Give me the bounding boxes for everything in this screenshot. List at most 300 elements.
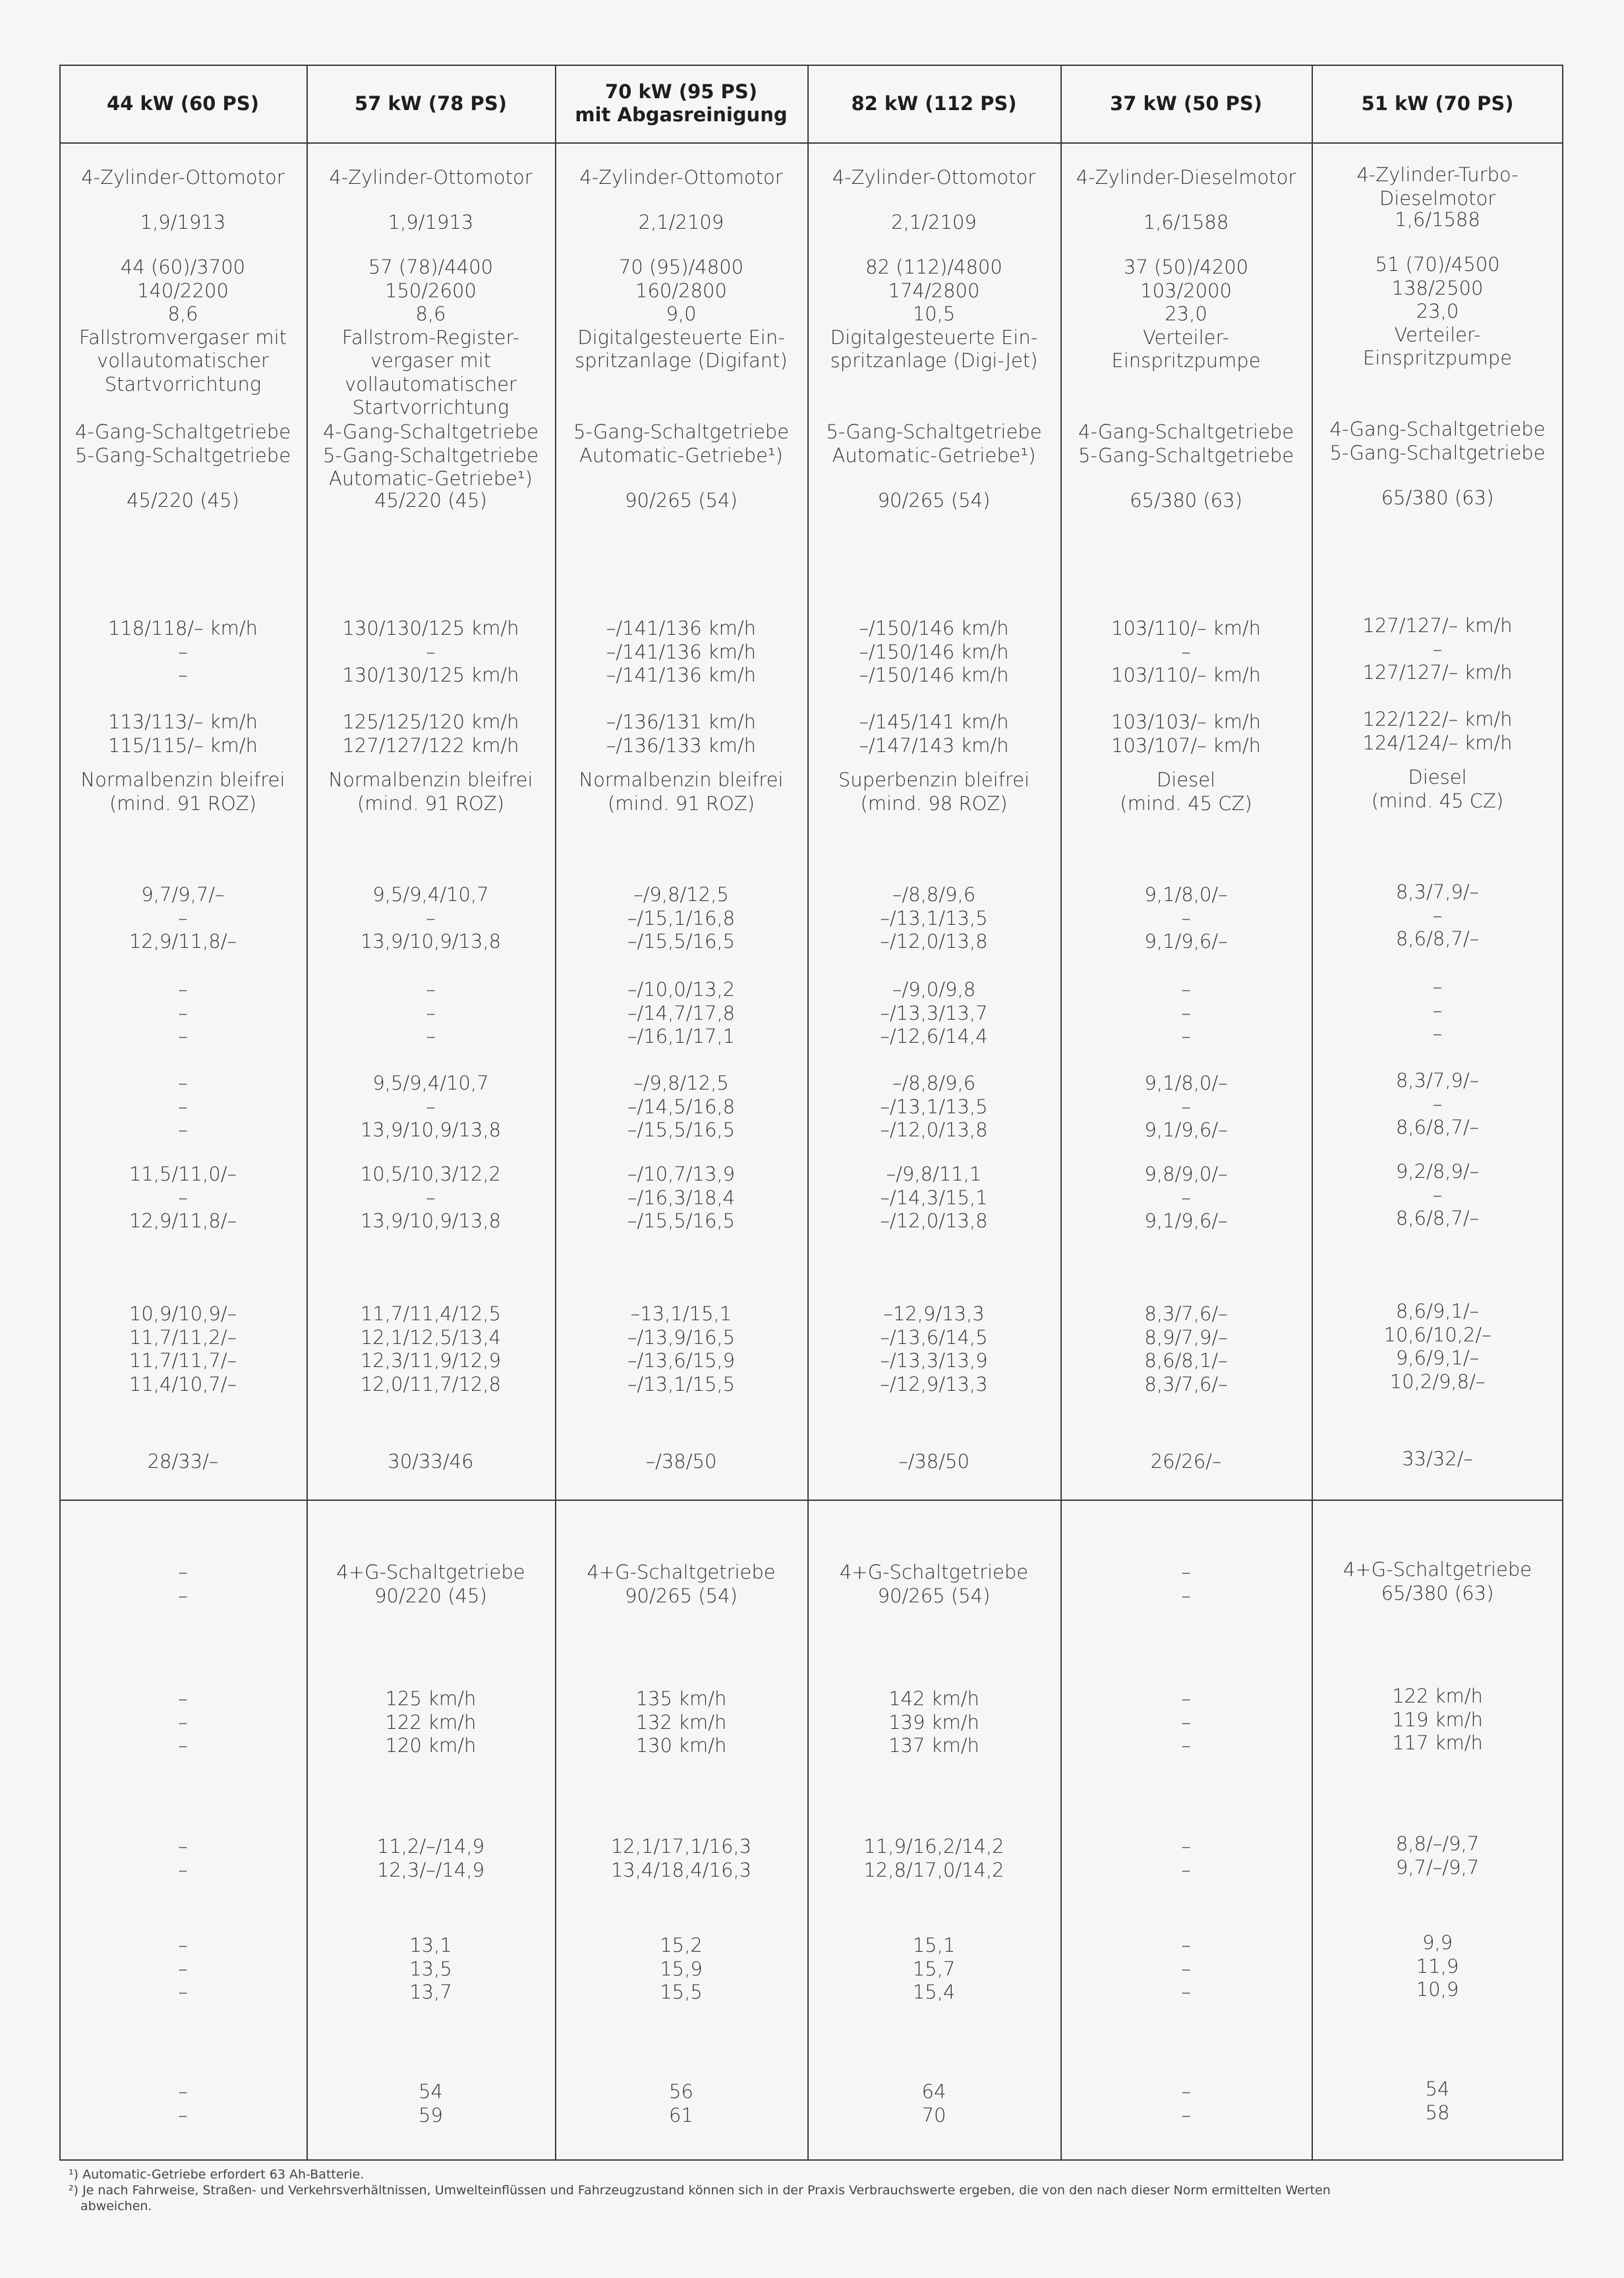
spec-value: 122 km/h xyxy=(385,1710,477,1734)
spec-cell xyxy=(555,2080,807,2127)
spec-value: 15,5 xyxy=(660,1981,703,2003)
spec-value: 4-Gang-Schaltgetriebe xyxy=(1329,418,1546,440)
spec-cell xyxy=(807,883,1060,954)
spec-value: vergaser mit xyxy=(370,349,492,372)
spec-value: 9,1/9,6/– xyxy=(1144,1210,1228,1232)
spec-cell xyxy=(807,1835,1060,1882)
spec-cell xyxy=(807,617,1060,687)
spec-value: Verteiler- xyxy=(1142,326,1230,349)
spec-value: vollautomatischer xyxy=(345,372,517,395)
spec-value: 12,0/11,7/12,8 xyxy=(360,1372,502,1395)
spec-value: 58 xyxy=(1425,2101,1450,2124)
spec-value: (mind. 91 ROZ) xyxy=(357,792,505,815)
data-column xyxy=(306,0,555,2175)
spec-value: – xyxy=(1432,1183,1443,1206)
spec-value: 138/2500 xyxy=(1391,276,1484,299)
spec-value: 11,4/10,7/– xyxy=(129,1372,237,1395)
spec-cell xyxy=(1060,1561,1312,1608)
spec-value: Startvorrichtung xyxy=(352,396,509,419)
spec-cell xyxy=(306,1835,555,1882)
spec-value: 130/130/125 km/h xyxy=(342,664,519,686)
spec-value: 9,8/9,0/– xyxy=(1144,1163,1228,1185)
spec-cell xyxy=(1060,2080,1312,2127)
spec-cell xyxy=(555,769,807,815)
spec-value: – xyxy=(426,1001,436,1024)
spec-cell xyxy=(1312,766,1563,813)
spec-cell xyxy=(1060,489,1312,513)
spec-value: 82 (112)/4800 xyxy=(865,256,1002,278)
footnote: ²) Je nach Fahrweise, Straßen- und Verkehrsverhältnissen, Umwelteinflüssen und Fahrzeugzustand können sich in der Praxis Verbrauchswerte ergeben, die von den nach dieser Norm ermittelten Werten xyxy=(69,2183,1331,2198)
spec-cell xyxy=(59,211,306,235)
spec-cell xyxy=(59,1835,306,1882)
spec-cell xyxy=(59,1561,306,1608)
spec-value: – xyxy=(178,2080,188,2103)
spec-value: 90/265 (54) xyxy=(877,1584,991,1607)
spec-value: –/9,8/12,5 xyxy=(633,883,729,906)
spec-cell xyxy=(1060,617,1312,687)
spec-value: – xyxy=(178,906,188,929)
spec-cell xyxy=(807,1561,1060,1608)
spec-value: Startvorrichtung xyxy=(104,372,262,395)
spec-cell xyxy=(306,978,555,1049)
spec-value: 10,9 xyxy=(1416,1978,1459,2001)
spec-value: –/15,5/16,5 xyxy=(627,1119,736,1141)
spec-cell xyxy=(807,166,1060,190)
spec-value: – xyxy=(178,1095,188,1118)
spec-value: 13,5 xyxy=(409,1957,452,1980)
spec-cell xyxy=(807,1687,1060,1758)
spec-cell xyxy=(807,769,1060,815)
spec-value: 10,9/10,9/– xyxy=(129,1302,237,1325)
spec-value: 11,5/11,0/– xyxy=(129,1163,237,1185)
spec-cell xyxy=(59,1072,306,1142)
spec-value: – xyxy=(1432,1022,1443,1045)
spec-value: (mind. 91 ROZ) xyxy=(109,792,257,815)
spec-value: 4-Gang-Schaltgetriebe xyxy=(1078,421,1294,443)
spec-value: –/147/143 km/h xyxy=(859,734,1009,757)
spec-cell xyxy=(807,711,1060,757)
spec-value: 12,8/17,0/14,2 xyxy=(863,1858,1004,1881)
spec-value: 122 km/h xyxy=(1392,1685,1483,1707)
spec-value: 132 km/h xyxy=(635,1710,727,1734)
spec-value: (mind. 45 CZ) xyxy=(1120,792,1252,815)
spec-value: – xyxy=(426,978,436,1001)
data-column xyxy=(1312,0,1563,2175)
spec-value: 4-Gang-Schaltgetriebe xyxy=(74,421,291,443)
spec-value: 65/380 (63) xyxy=(1130,489,1242,511)
spec-cell xyxy=(1312,881,1563,951)
spec-value: 15,2 xyxy=(660,1934,703,1956)
spec-cell xyxy=(807,1450,1060,1474)
spec-cell xyxy=(306,421,555,491)
spec-cell xyxy=(807,256,1060,373)
spec-value: – xyxy=(178,1025,188,1047)
spec-value: 11,9 xyxy=(1416,1954,1459,1977)
spec-cell xyxy=(555,166,807,190)
spec-cell xyxy=(555,1835,807,1882)
spec-value: – xyxy=(1181,1858,1191,1881)
spec-value: –/8,8/9,6 xyxy=(892,1072,976,1094)
spec-value: 127/127/122 km/h xyxy=(342,734,519,757)
spec-cell xyxy=(1312,253,1563,370)
spec-value: –/12,0/13,8 xyxy=(880,1119,988,1141)
spec-cell xyxy=(59,489,306,513)
spec-cell xyxy=(59,883,306,954)
spec-cell xyxy=(1060,1302,1312,1396)
spec-cell xyxy=(555,1163,807,1233)
spec-cell xyxy=(306,1561,555,1608)
spec-cell xyxy=(1060,1934,1312,2004)
spec-cell xyxy=(1060,421,1312,467)
spec-value: 8,9/7,9/– xyxy=(1144,1326,1228,1349)
spec-cell xyxy=(1312,1300,1563,1393)
spec-value: 9,1/9,6/– xyxy=(1144,1119,1228,1141)
spec-value: 8,3/7,6/– xyxy=(1144,1302,1228,1325)
spec-value: 54 xyxy=(419,2080,443,2103)
spec-value: – xyxy=(1432,999,1443,1022)
spec-value: – xyxy=(178,1561,188,1583)
spec-cell xyxy=(306,166,555,190)
spec-value: 5-Gang-Schaltgetriebe xyxy=(1329,441,1546,464)
spec-value: 11,7/11,2/– xyxy=(129,1326,237,1349)
spec-value: –/9,8/12,5 xyxy=(633,1072,729,1094)
spec-value: 8,3/7,6/– xyxy=(1144,1372,1228,1395)
spec-value: (mind. 98 ROZ) xyxy=(860,792,1008,815)
spec-value: – xyxy=(178,1186,188,1209)
spec-value: Normalbenzin bleifrei xyxy=(80,769,285,791)
spec-value: 11,9/16,2/14,2 xyxy=(863,1835,1004,1857)
spec-cell xyxy=(1060,1163,1312,1233)
spec-value: 103/110/– km/h xyxy=(1111,664,1262,686)
header-line: 57 kW (78 PS) xyxy=(355,92,507,115)
spec-value: Normalbenzin bleifrei xyxy=(579,769,784,791)
spec-value: 4+G-Schaltgetriebe xyxy=(1343,1558,1532,1581)
spec-value: – xyxy=(1181,2080,1191,2103)
spec-value: – xyxy=(426,1025,436,1047)
spec-value: 5-Gang-Schaltgetriebe xyxy=(573,421,790,443)
spec-value: 8,6 xyxy=(167,303,198,325)
spec-cell xyxy=(306,711,555,757)
spec-value: 9,9 xyxy=(1422,1931,1453,1954)
spec-value: 140/2200 xyxy=(137,279,229,302)
spec-cell xyxy=(807,1934,1060,2004)
spec-value: 125 km/h xyxy=(385,1687,477,1710)
header-subline: mit Abgasreinigung xyxy=(575,103,788,126)
spec-value: 70 (95)/4800 xyxy=(618,256,744,278)
spec-value: 13,1 xyxy=(409,1934,452,1956)
spec-value: 9,2/8,9/– xyxy=(1395,1160,1480,1183)
spec-cell xyxy=(555,1561,807,1608)
footnote: ¹) Automatic-Getriebe erfordert 63 Ah-Batterie. xyxy=(69,2167,364,2182)
header-line: 44 kW (60 PS) xyxy=(107,92,259,115)
header-line: 37 kW (50 PS) xyxy=(1110,92,1262,115)
spec-cell xyxy=(1060,211,1312,235)
spec-value: – xyxy=(178,1001,188,1024)
spec-value: 103/110/– km/h xyxy=(1111,617,1262,639)
spec-value: –/13,3/13,9 xyxy=(880,1349,988,1372)
spec-value: – xyxy=(1181,1981,1191,2003)
spec-cell xyxy=(59,1163,306,1233)
spec-value: Automatic-Getriebe¹) xyxy=(832,444,1036,467)
spec-cell xyxy=(306,2080,555,2127)
spec-value: –/150/146 km/h xyxy=(859,640,1009,663)
spec-cell xyxy=(1060,1072,1312,1142)
spec-cell xyxy=(306,1302,555,1396)
spec-value: 137 km/h xyxy=(888,1734,979,1757)
spec-value: 4-Zylinder-Ottomotor xyxy=(329,166,533,189)
spec-value: 124/124/– km/h xyxy=(1362,731,1513,754)
spec-value: 10,5 xyxy=(912,303,956,325)
spec-value: – xyxy=(178,1858,188,1881)
header-line: 70 kW (95 PS) xyxy=(605,80,757,103)
spec-cell xyxy=(1312,418,1563,465)
spec-value: – xyxy=(1181,1186,1191,1209)
spec-value: – xyxy=(1181,1934,1191,1956)
spec-value: –/14,3/15,1 xyxy=(880,1186,988,1209)
spec-cell xyxy=(1060,711,1312,757)
spec-value: 4+G-Schaltgetriebe xyxy=(336,1561,525,1583)
spec-value: 65/380 (63) xyxy=(1381,486,1494,509)
spec-value: Einspritzpumpe xyxy=(1362,347,1513,369)
spec-cell xyxy=(555,978,807,1049)
spec-value: – xyxy=(178,1934,188,1956)
spec-value: 103/103/– km/h xyxy=(1111,711,1262,733)
spec-cell xyxy=(306,1163,555,1233)
spec-cell xyxy=(59,711,306,757)
spec-value: –/14,7/17,8 xyxy=(627,1001,736,1024)
spec-value: Automatic-Getriebe¹) xyxy=(579,444,783,467)
spec-value: 125/125/120 km/h xyxy=(342,711,519,733)
spec-cell xyxy=(807,1302,1060,1396)
spec-value: 30/33/46 xyxy=(388,1450,474,1473)
spec-value: 4-Zylinder-Dieselmotor xyxy=(1076,166,1296,189)
spec-value: 26/26/– xyxy=(1150,1450,1222,1473)
spec-value: –/15,5/16,5 xyxy=(627,930,736,952)
spec-value: Superbenzin bleifrei xyxy=(838,769,1030,791)
spec-value: 118/118/– km/h xyxy=(107,617,258,639)
spec-value: 10,5/10,3/12,2 xyxy=(360,1163,502,1185)
spec-value: 8,6/8,7/– xyxy=(1395,1207,1480,1229)
spec-value: 54 xyxy=(1425,2078,1450,2100)
spec-value: 4-Zylinder-Ottomotor xyxy=(81,166,285,189)
spec-cell xyxy=(59,1302,306,1396)
spec-cell xyxy=(807,211,1060,235)
spec-value: Diesel xyxy=(1156,769,1216,791)
spec-value: – xyxy=(1432,637,1443,660)
spec-value: Verteiler- xyxy=(1394,323,1481,346)
spec-cell xyxy=(1312,708,1563,755)
spec-value: – xyxy=(426,640,436,663)
spec-value: 10,2/9,8/– xyxy=(1389,1370,1486,1393)
spec-cell xyxy=(1312,486,1563,510)
spec-value: 15,9 xyxy=(660,1957,703,1980)
spec-value: 9,5/9,4/10,7 xyxy=(372,883,489,906)
spec-cell xyxy=(1060,883,1312,954)
spec-value: – xyxy=(1181,1025,1191,1047)
spec-value: 103/107/– km/h xyxy=(1111,734,1262,757)
spec-value: 9,7/–/9,7 xyxy=(1395,1855,1480,1879)
spec-value: – xyxy=(178,978,188,1001)
spec-value: 8,6/9,1/– xyxy=(1395,1300,1480,1322)
spec-cell xyxy=(1060,1835,1312,1882)
spec-value: 64 xyxy=(921,2080,946,2103)
spec-value: 142 km/h xyxy=(888,1687,979,1710)
spec-value: 51 (70)/4500 xyxy=(1375,253,1500,276)
spec-value: 90/220 (45) xyxy=(374,1584,487,1607)
spec-value: 8,6/8,7/– xyxy=(1395,927,1480,950)
spec-value: 120 km/h xyxy=(385,1734,477,1757)
spec-value: –/13,9/16,5 xyxy=(627,1326,736,1349)
spec-value: 130 km/h xyxy=(635,1734,727,1757)
spec-value: – xyxy=(1181,906,1191,929)
spec-value: 4+G-Schaltgetriebe xyxy=(839,1561,1029,1583)
spec-value: 12,9/11,8/– xyxy=(129,930,237,952)
spec-value: 4-Zylinder-Turbo- xyxy=(1356,163,1519,186)
spec-cell xyxy=(59,978,306,1049)
spec-value: – xyxy=(1181,640,1191,663)
spec-value: 113/113/– km/h xyxy=(107,711,258,733)
spec-cell xyxy=(1060,256,1312,373)
spec-value: – xyxy=(1181,1835,1191,1857)
spec-value: –/38/50 xyxy=(898,1450,970,1473)
spec-cell xyxy=(59,1450,306,1474)
spec-cell xyxy=(555,1687,807,1758)
spec-value: 150/2600 xyxy=(385,279,477,302)
spec-value: 65/380 (63) xyxy=(1381,1581,1494,1604)
spec-value: 44 (60)/3700 xyxy=(120,256,246,278)
spec-value: 5-Gang-Schaltgetriebe xyxy=(826,421,1042,443)
spec-cell xyxy=(59,1934,306,2004)
spec-cell xyxy=(1312,1069,1563,1140)
spec-value: –/13,1/15,5 xyxy=(627,1372,736,1395)
spec-value: –/150/146 km/h xyxy=(859,617,1009,639)
spec-value: Digitalgesteuerte Ein- xyxy=(577,326,785,349)
spec-value: –/10,7/13,9 xyxy=(627,1163,736,1185)
spec-value: –/141/136 km/h xyxy=(606,640,757,663)
spec-cell xyxy=(306,1687,555,1758)
spec-value: 13,9/10,9/13,8 xyxy=(360,930,502,952)
spec-cell xyxy=(306,1934,555,2004)
spec-cell xyxy=(807,489,1060,513)
spec-value: 9,1/9,6/– xyxy=(1144,930,1228,952)
spec-value: 15,7 xyxy=(912,1957,956,1980)
spec-value: 5-Gang-Schaltgetriebe xyxy=(1078,444,1294,467)
spec-value: 174/2800 xyxy=(888,279,980,302)
spec-cell xyxy=(1312,614,1563,685)
spec-value: 15,1 xyxy=(912,1934,956,1956)
spec-cell xyxy=(1312,1447,1563,1471)
spec-cell xyxy=(1060,1450,1312,1474)
spec-value: – xyxy=(178,1734,188,1757)
spec-cell xyxy=(59,1687,306,1758)
spec-value: – xyxy=(178,640,188,663)
spec-value: 8,6/8,1/– xyxy=(1144,1349,1228,1372)
spec-value: 45/220 (45) xyxy=(374,489,487,511)
spec-value: 2,1/2109 xyxy=(891,211,977,233)
spec-value: –/136/133 km/h xyxy=(606,734,757,757)
spec-value: 4-Gang-Schaltgetriebe xyxy=(322,421,539,443)
spec-cell xyxy=(555,617,807,687)
spec-value: –/14,5/16,8 xyxy=(627,1095,736,1118)
spec-value: 127/127/– km/h xyxy=(1362,661,1513,684)
footnote: abweichen. xyxy=(80,2199,152,2213)
spec-value: 10,6/10,2/– xyxy=(1383,1323,1492,1346)
spec-value: 11,7/11,7/– xyxy=(129,1349,237,1372)
spec-value: –/136/131 km/h xyxy=(606,711,757,733)
spec-cell xyxy=(306,489,555,513)
spec-cell xyxy=(555,211,807,235)
spec-value: 8,8/–/9,7 xyxy=(1395,1832,1480,1855)
spec-cell xyxy=(555,489,807,513)
spec-value: 13,9/10,9/13,8 xyxy=(360,1119,502,1141)
spec-value: 4-Zylinder-Ottomotor xyxy=(832,166,1036,189)
spec-value: 119 km/h xyxy=(1392,1708,1483,1731)
spec-value: –/13,3/13,7 xyxy=(880,1001,988,1024)
spec-cell xyxy=(555,1934,807,2004)
spec-cell xyxy=(555,1450,807,1474)
spec-value: –/9,8/11,1 xyxy=(886,1163,982,1185)
spec-value: 127/127/– km/h xyxy=(1362,614,1513,637)
spec-value: – xyxy=(1181,2103,1191,2126)
spec-value: –/16,3/18,4 xyxy=(627,1186,736,1209)
spec-value: – xyxy=(426,1095,436,1118)
header-line: 82 kW (112 PS) xyxy=(851,92,1017,115)
spec-value: – xyxy=(1181,1095,1191,1118)
spec-value: Normalbenzin bleifrei xyxy=(328,769,533,791)
spec-cell xyxy=(306,1072,555,1142)
spec-cell xyxy=(1060,166,1312,190)
spec-cell xyxy=(1312,163,1563,210)
spec-value: –/10,0/13,2 xyxy=(627,978,736,1001)
spec-value: 57 (78)/4400 xyxy=(368,256,494,278)
spec-value: –/12,6/14,4 xyxy=(880,1025,988,1047)
spec-cell xyxy=(306,211,555,235)
spec-cell xyxy=(1312,1685,1563,1755)
spec-value: 4+G-Schaltgetriebe xyxy=(587,1561,776,1583)
spec-cell xyxy=(555,421,807,467)
spec-value: –13,1/15,1 xyxy=(630,1302,732,1325)
spec-value: (mind. 91 ROZ) xyxy=(607,792,755,815)
spec-value: – xyxy=(1181,1957,1191,1980)
spec-value: 117 km/h xyxy=(1392,1732,1483,1754)
spec-value: 90/265 (54) xyxy=(625,1584,738,1607)
spec-value: 13,7 xyxy=(409,1981,452,2003)
spec-value: 130/130/125 km/h xyxy=(342,617,519,639)
data-column xyxy=(555,0,807,2175)
spec-value: 9,1/8,0/– xyxy=(1144,1072,1228,1094)
spec-value: –/12,0/13,8 xyxy=(880,930,988,952)
spec-value: –/13,1/13,5 xyxy=(880,906,988,929)
spec-value: 12,1/12,5/13,4 xyxy=(360,1326,502,1349)
spec-cell xyxy=(1312,1558,1563,1605)
spec-value: 15,4 xyxy=(912,1981,956,2003)
spec-cell xyxy=(1060,1687,1312,1758)
spec-value: –/9,0/9,8 xyxy=(892,978,976,1001)
spec-value: 139 km/h xyxy=(888,1710,979,1734)
spec-cell xyxy=(555,711,807,757)
spec-value: 56 xyxy=(669,2080,693,2103)
spec-value: –12,9/13,3 xyxy=(883,1302,985,1325)
spec-cell xyxy=(807,421,1060,467)
spec-value: 59 xyxy=(419,2103,443,2126)
spec-cell xyxy=(807,1072,1060,1142)
spec-value: 11,7/11,4/12,5 xyxy=(360,1302,502,1325)
spec-value: 5-Gang-Schaltgetriebe xyxy=(322,444,539,467)
spec-value: 70 xyxy=(921,2103,946,2126)
spec-value: spritzanlage (Digi-Jet) xyxy=(830,349,1038,372)
spec-value: 8,3/7,9/– xyxy=(1395,881,1480,903)
data-column xyxy=(1060,0,1312,2175)
